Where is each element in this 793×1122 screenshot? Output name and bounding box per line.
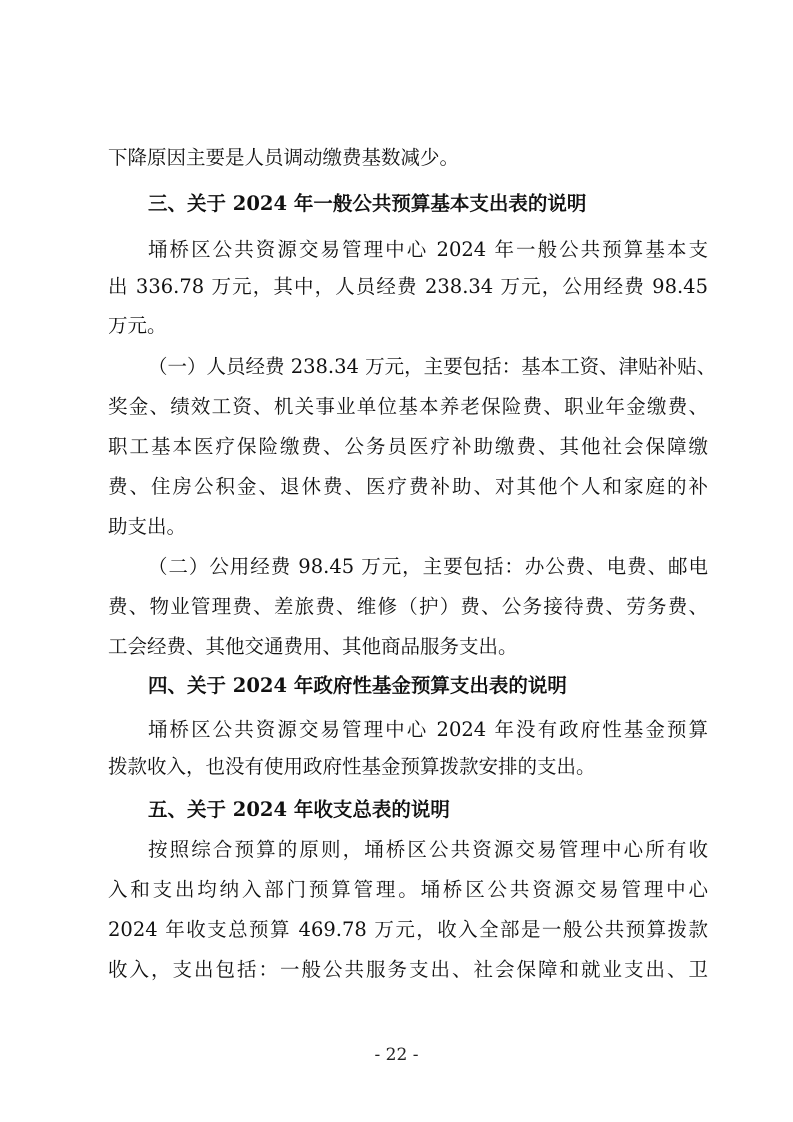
- page-number: - 22 -: [374, 1045, 419, 1065]
- paragraph-line: 助支出。: [108, 515, 187, 538]
- paragraph-line: 拨款收入，也没有使用政府性基金预算拨款安排的支出。: [108, 755, 596, 778]
- paragraph-line: 埇桥区公共资源交易管理中心 2024 年没有政府性基金预算: [148, 718, 708, 741]
- paragraph-line: 出 336.78 万元，其中，人员经费 238.34 万元，公用经费 98.45: [108, 275, 708, 298]
- section-heading: 三、关于 2024 年一般公共预算基本支出表的说明: [148, 192, 587, 215]
- section-heading: 四、关于 2024 年政府性基金预算支出表的说明: [148, 674, 567, 697]
- paragraph-line: 收入，支出包括：一般公共服务支出、社会保障和就业支出、卫: [108, 958, 708, 981]
- paragraph-line: 下降原因主要是人员调动缴费基数减少。: [108, 146, 460, 169]
- paragraph-line: 埇桥区公共资源交易管理中心 2024 年一般公共预算基本支: [148, 238, 708, 261]
- paragraph-line: 2024 年收支总预算 469.78 万元，收入全部是一般公共预算拨款: [108, 918, 708, 941]
- paragraph-line: （一）人员经费 238.34 万元，主要包括：基本工资、津贴补贴、: [148, 355, 717, 378]
- section-heading: 五、关于 2024 年收支总表的说明: [148, 798, 450, 821]
- paragraph-line: 工会经费、其他交通费用、其他商品服务支出。: [108, 635, 518, 658]
- paragraph-line: 费、住房公积金、退休费、医疗费补助、对其他个人和家庭的补: [108, 475, 708, 498]
- paragraph-line: 职工基本医疗保险缴费、公务员医疗补助缴费、其他社会保障缴: [108, 435, 708, 458]
- paragraph-line: 入和支出均纳入部门预算管理。埇桥区公共资源交易管理中心: [108, 878, 708, 901]
- paragraph-line: 万元。: [108, 314, 167, 337]
- paragraph-line: 费、物业管理费、差旅费、维修（护）费、公务接待费、劳务费、: [108, 595, 708, 618]
- paragraph-line: （二）公用经费 98.45 万元，主要包括：办公费、电费、邮电: [148, 555, 708, 578]
- paragraph-line: 奖金、绩效工资、机关事业单位基本养老保险费、职业年金缴费、: [108, 395, 708, 418]
- paragraph-line: 按照综合预算的原则，埇桥区公共资源交易管理中心所有收: [148, 838, 708, 861]
